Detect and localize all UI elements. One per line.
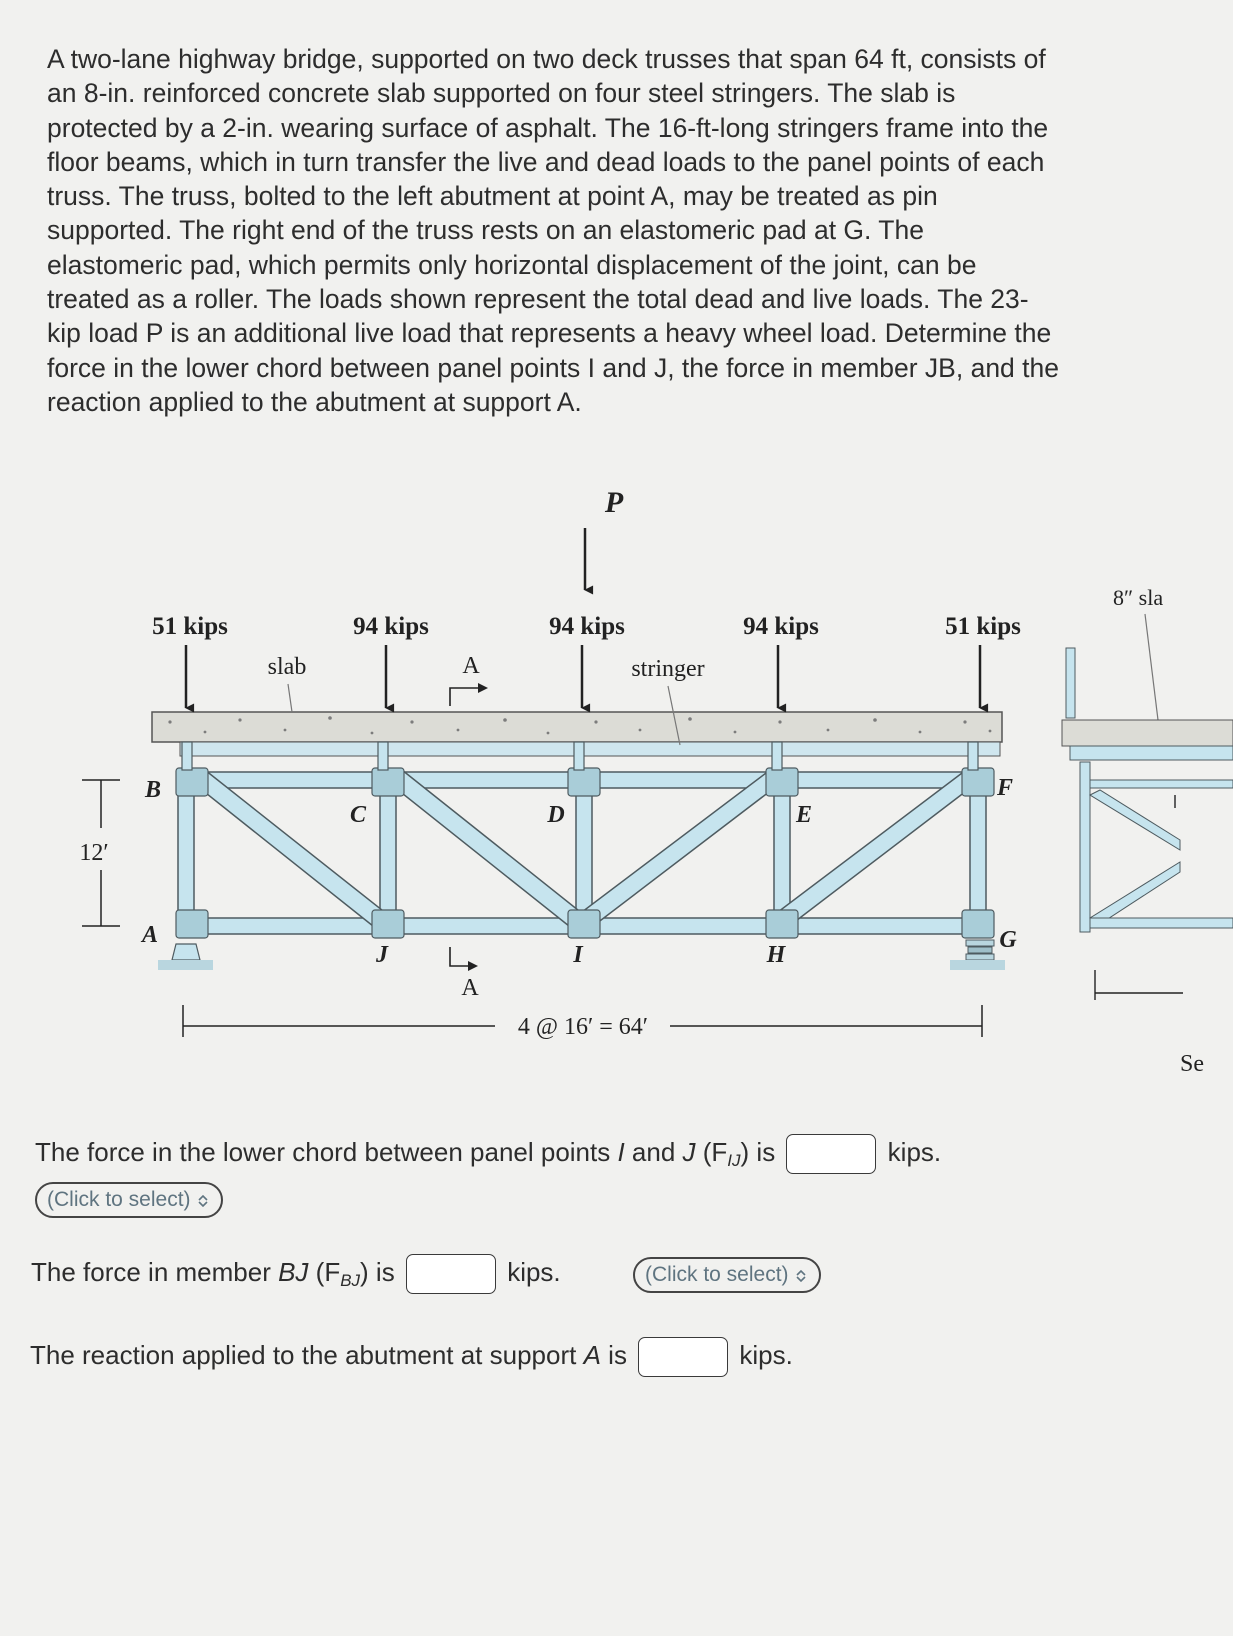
joint-B-label: B <box>144 777 162 803</box>
problem-line: treated as a roller. The loads shown represent the total dead and live loads. The 23- <box>47 284 1029 315</box>
load-label: 94 kips <box>353 613 429 640</box>
member-HF <box>770 770 978 930</box>
q1-paren-open: (F <box>695 1136 728 1167</box>
problem-line: supported. The right end of the truss rests on an elastomeric pad at G. The <box>47 215 924 246</box>
problem-line: reaction applied to the abutment at support A. <box>47 386 582 417</box>
pin-support-A <box>158 944 213 970</box>
question-lower-chord <box>35 1134 941 1174</box>
q1-sub: IJ <box>727 1150 741 1170</box>
answer-input-fij[interactable] <box>786 1134 876 1174</box>
member-BJ <box>192 770 392 930</box>
q3-is: is <box>600 1339 627 1370</box>
tension-compression-select-1[interactable] <box>35 1182 223 1218</box>
stringer-label: stringer <box>631 656 705 682</box>
problem-statement <box>47 42 1167 419</box>
span-dimension: 4 @ 16′ = 64′ <box>517 1014 649 1040</box>
q1-unit: kips. <box>887 1136 942 1167</box>
joint-I-label: I <box>573 942 583 968</box>
question-reaction-a <box>30 1337 793 1377</box>
joint-E-label: E <box>795 802 813 828</box>
section-label-bottom: A <box>461 975 479 1001</box>
stringer <box>180 742 1000 756</box>
joint-H-label: H <box>766 942 786 968</box>
answer-input-reaction[interactable] <box>638 1337 728 1377</box>
member-CI <box>388 770 588 930</box>
elastomeric-pad-G <box>950 940 1005 970</box>
problem-line: force in the lower chord between panel points I and J, the force in member JB, and the <box>47 352 1059 383</box>
joint-F-label: F <box>996 775 1014 801</box>
problem-line: an 8-in. reinforced concrete slab supported on four steel stringers. The slab is <box>47 78 956 109</box>
q2-paren-open: (F <box>308 1256 341 1287</box>
load-label: 94 kips <box>743 613 819 640</box>
q3-unit: kips. <box>739 1339 793 1370</box>
q3-prefix: The reaction applied to the abutment at support <box>30 1339 584 1370</box>
cross-section-detail <box>1062 585 1233 1077</box>
bridge-truss-figure <box>0 470 1233 1080</box>
joint-G-label: G <box>999 927 1017 953</box>
q1-prefix: The force in the lower chord between panel points <box>35 1136 618 1167</box>
slab-label: slab <box>267 654 307 680</box>
problem-line: floor beams, which in turn transfer the live and dead loads to the panel points of each <box>47 146 1045 177</box>
section-caption: Se <box>1180 1051 1204 1077</box>
section-label-top: A <box>462 653 480 679</box>
answer-input-fbj[interactable] <box>406 1254 496 1294</box>
concrete-slab <box>152 712 1002 742</box>
joint-D-label: D <box>547 802 565 828</box>
problem-line: elastomeric pad, which permits only horizontal displacement of the joint, can be <box>47 249 977 280</box>
height-dimension: 12′ <box>79 840 109 866</box>
problem-line: truss. The truss, bolted to the left abutment at point A, may be treated as pin <box>47 181 938 212</box>
load-label: 51 kips <box>945 613 1021 640</box>
load-label: 94 kips <box>549 613 625 640</box>
q2-prefix: The force in member <box>31 1256 279 1287</box>
problem-line: protected by a 2-in. wearing surface of asphalt. The 16-ft-long stringers frame into the <box>47 112 1049 143</box>
q3-support: A <box>583 1339 601 1370</box>
q1-point-i: I <box>617 1136 625 1167</box>
q2-unit: kips. <box>507 1256 561 1287</box>
question-member-bj <box>31 1254 561 1294</box>
tension-compression-select-2[interactable] <box>633 1257 821 1293</box>
q2-member: BJ <box>278 1256 309 1287</box>
joint-C-label: C <box>349 802 367 828</box>
joint-J-label: J <box>376 942 388 968</box>
joint-A-label: A <box>141 922 159 948</box>
problem-line: kip load P is an additional live load that represents a heavy wheel load. Determine the <box>47 318 1052 349</box>
q1-point-j: J <box>682 1136 696 1167</box>
member-IE <box>574 770 782 930</box>
q2-sub: BJ <box>340 1270 361 1290</box>
select-label: (Click to select) <box>645 1263 789 1286</box>
problem-line: A two-lane highway bridge, supported on two deck trusses that span 64 ft, consists of <box>47 44 1046 74</box>
load-P-label: P <box>604 486 624 519</box>
slab-detail-label: 8″ sla <box>1113 585 1164 610</box>
updown-chevron-icon <box>197 1195 209 1207</box>
select-label: (Click to select) <box>47 1188 191 1211</box>
load-label: 51 kips <box>152 613 228 640</box>
q1-and: and <box>624 1136 683 1167</box>
q1-paren-close: ) is <box>740 1136 776 1167</box>
updown-chevron-icon <box>795 1270 807 1282</box>
q2-paren-close: ) is <box>360 1256 395 1287</box>
